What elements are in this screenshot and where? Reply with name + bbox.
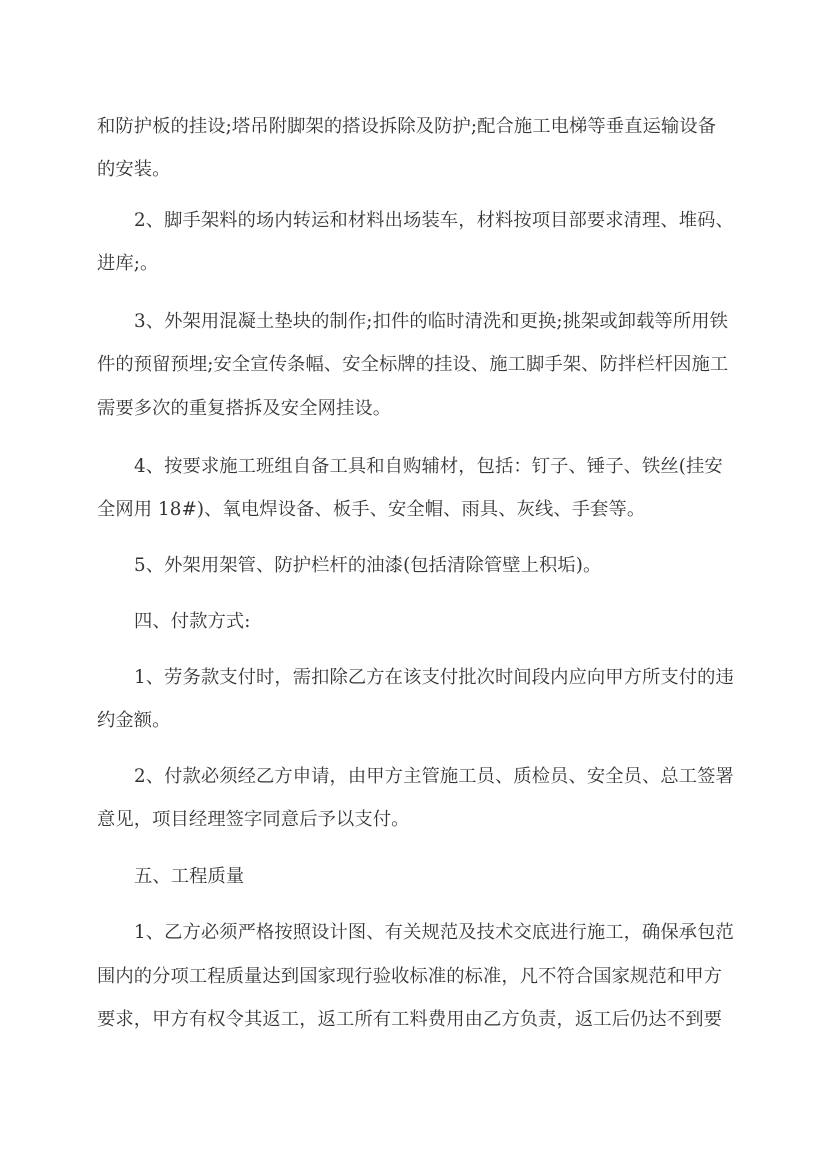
text-line: 2、付款必须经乙方申请，由甲方主管施工员、质检员、安全员、总工签署	[134, 766, 734, 787]
text-line: 需要多次的重复搭拆及安全网挂设。	[97, 398, 392, 419]
text-line: 3、外架用混凝土垫块的制作;扣件的临时清洗和更换;挑架或卸载等所用铁	[134, 311, 729, 332]
section-heading: 五、工程质量	[134, 866, 245, 887]
text-line: 围内的分项工程质量达到国家现行验收标准的标准，凡不符合国家规范和甲方	[97, 966, 722, 987]
section-heading: 四、付款方式:	[134, 611, 251, 632]
text-line: 和防护板的挂设;塔吊附脚架的搭设拆除及防护;配合施工电梯等垂直运输设备	[97, 116, 717, 137]
text-line: 的安装。	[97, 159, 171, 180]
text-line: 全网用 18#)、氧电焊设备、板手、安全帽、雨具、灰线、手套等。	[97, 499, 646, 520]
text-line: 约金额。	[97, 710, 171, 731]
text-line: 5、外架用架管、防护栏杆的油漆(包括清除管壁上积垢)。	[134, 555, 602, 576]
text-line: 4、按要求施工班组自备工具和自购辅材，包括：钉子、锤子、铁丝(挂安	[134, 456, 723, 477]
text-line: 2、脚手架料的场内转运和材料出场装车，材料按项目部要求清理、堆码、	[134, 210, 734, 231]
text-line: 件的预留预埋;安全宣传条幅、安全标牌的挂设、施工脚手架、防拌栏杆因施工	[97, 354, 729, 375]
text-line: 进库;。	[97, 253, 159, 274]
text-line: 1、劳务款支付时，需扣除乙方在该支付批次时间段内应向甲方所支付的违	[134, 667, 734, 688]
text-line: 要求，甲方有权令其返工，返工所有工料费用由乙方负责，返工后仍达不到要	[97, 1009, 722, 1030]
text-line: 意见，项目经理签字同意后予以支付。	[97, 809, 410, 830]
text-line: 1、乙方必须严格按照设计图、有关规范及技术交底进行施工，确保承包范	[134, 922, 734, 943]
